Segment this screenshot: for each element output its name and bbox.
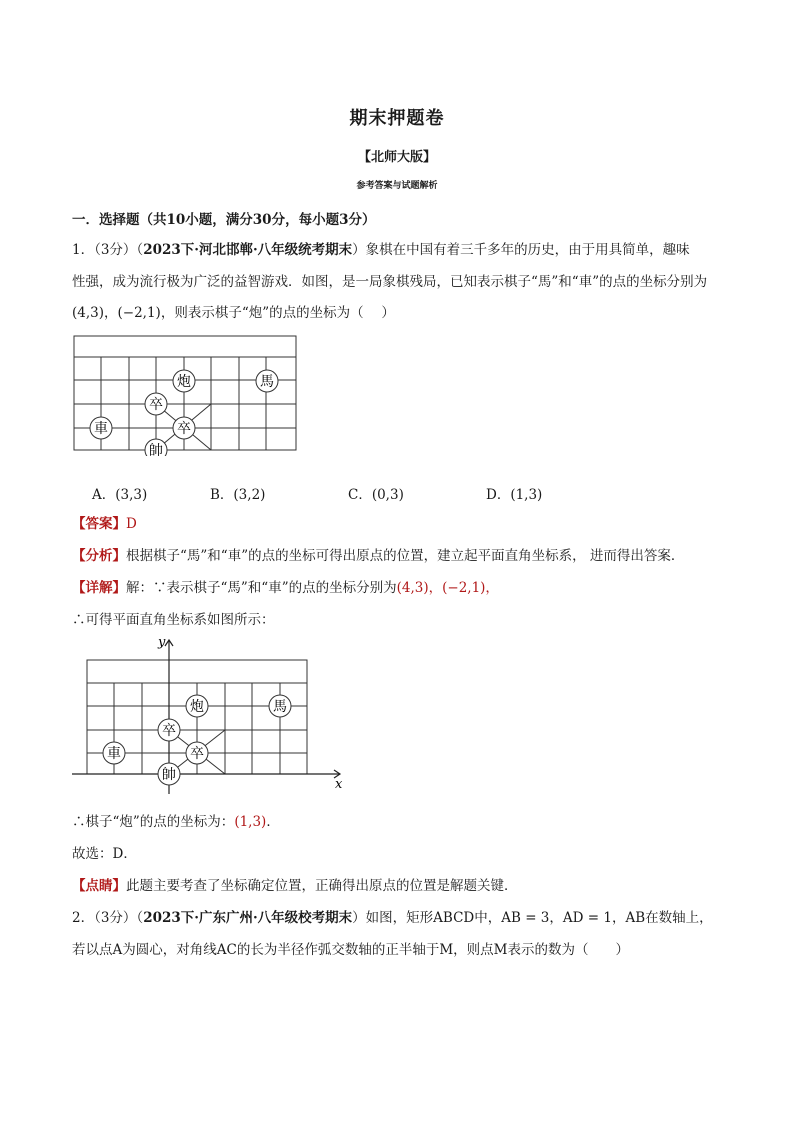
conclusion-end: ． xyxy=(266,814,280,830)
section-heading: 一．选择题（共10小题，满分30分，每小题3分） xyxy=(72,212,376,228)
piece-ma: 馬 xyxy=(260,374,274,390)
q1-line1-rest: ）象棋在中国有着三千多年的历史，由于用具简单，趣味 xyxy=(352,242,690,258)
answer-label: 【答案】 xyxy=(72,516,126,532)
q2-source: 2023下·广东广州·八年级校考期末 xyxy=(143,910,353,926)
comment-text: 此题主要考查了坐标确定位置，正确得出原点的位置是解题关键． xyxy=(126,878,518,894)
q2-line1-rest: ）如图，矩形ABCD中，AB = 3，AD = 1，AB在数轴上， xyxy=(352,910,713,926)
piece-ju: 車 xyxy=(94,421,108,437)
conclusion-line xyxy=(72,812,280,832)
q1-line2: 性强，成为流行极为广泛的益智游戏．如图，是一局象棋残局，已知表示棋子“馬”和“車”的点的坐标分别为 xyxy=(72,274,708,290)
choose-line: 故选：D． xyxy=(72,846,137,862)
analysis-label: 【分析】 xyxy=(72,548,126,564)
therefore-line: ∴可得平面直角坐标系如图所示： xyxy=(72,612,275,628)
chess-board-figure xyxy=(72,334,302,456)
piece-zu-left: 卒 xyxy=(149,397,163,413)
option-a: A．(3,3) xyxy=(92,487,148,503)
detail-line xyxy=(72,578,499,598)
piece2-shuai: 帥 xyxy=(162,767,176,783)
piece2-pao: 炮 xyxy=(190,699,204,715)
conclusion-value: (1,3) xyxy=(234,814,267,830)
answer-value: D xyxy=(126,516,137,532)
option-c: C．(0,3) xyxy=(348,487,404,503)
axes xyxy=(72,640,340,794)
piece2-zu-right: 卒 xyxy=(190,746,204,762)
x-axis-label: x xyxy=(335,777,343,792)
piece-pao: 炮 xyxy=(177,374,191,390)
edition-label: 【北师大版】 xyxy=(357,150,436,165)
answer-subheading: 参考答案与试题解析 xyxy=(356,181,438,191)
detail-label: 【详解】 xyxy=(72,580,126,596)
piece2-zu-left: 卒 xyxy=(162,723,176,739)
q1-line3: (4,3)，(−2,1)，则表示棋子“炮”的点的坐标为（ ） xyxy=(72,305,395,321)
q1-source: 2023下·河北邯郸·八年级统考期末 xyxy=(143,242,353,258)
piece2-ma: 馬 xyxy=(273,699,287,715)
option-b: B．(3,2) xyxy=(210,487,266,503)
q2-line1 xyxy=(72,908,713,928)
detail-text: 解：∵表示棋子“馬”和“車”的点的坐标分别为 xyxy=(126,580,397,596)
coordinate-board-figure xyxy=(72,634,352,794)
q1-prefix: 1．（3分）（ xyxy=(72,242,144,258)
answer-line xyxy=(72,514,137,534)
detail-coords: (4,3)，(−2,1)， xyxy=(396,580,499,596)
page-title: 期末押题卷 xyxy=(349,108,445,129)
option-d: D．(1,3) xyxy=(486,487,543,503)
q2-prefix: 2．（3分）（ xyxy=(72,910,144,926)
analysis-line xyxy=(72,546,684,566)
analysis-text: 根据棋子“馬”和“車”的点的坐标可得出原点的位置，建立起平面直角坐标系， 进而得出答案． xyxy=(126,548,685,564)
comment-line xyxy=(72,876,518,896)
q2-line2: 若以点A为圆心，对角线AC的长为半径作弧交数轴的正半轴于M，则点M表示的数为（ ） xyxy=(72,942,629,958)
q1-line1 xyxy=(72,240,690,260)
y-axis-label: y xyxy=(158,635,166,650)
piece2-ju: 車 xyxy=(107,746,121,762)
conclusion-text: ∴棋子“炮”的点的坐标为： xyxy=(72,814,235,830)
piece-shuai: 帥 xyxy=(149,443,163,456)
piece-zu-right: 卒 xyxy=(177,421,191,437)
comment-label: 【点睛】 xyxy=(72,878,126,894)
